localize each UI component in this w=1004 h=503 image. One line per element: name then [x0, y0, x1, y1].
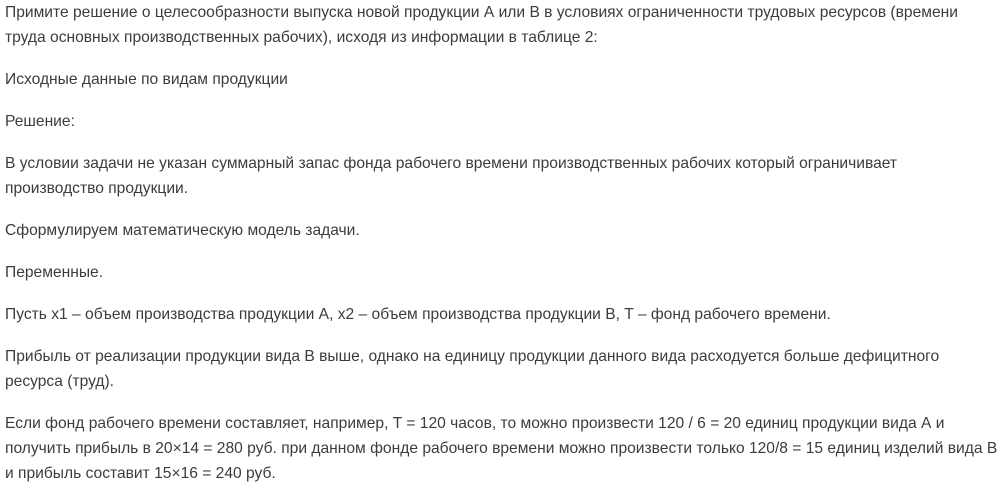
solution-heading: Решение: [5, 113, 75, 130]
profit-comparison-paragraph: Прибыль от реализации продукции вида В выше, однако на единицу продукции данного вида расходуется больше дефицитного ресурса (труд). [5, 348, 940, 390]
variables-definition-paragraph: Пусть x1 – объем производства продукции А, x2 – объем производства продукции В, T – фонд рабочего времени. [5, 306, 831, 323]
model-formulation-paragraph: Сформулируем математическую модель задачи. [5, 222, 360, 239]
calculation-example-paragraph: Если фонд рабочего времени составляет, например, T = 120 часов, то можно произвести 120 / 6 = 20 единиц продукции вида А и получить прибыль в 20×14 = 280 руб. при данном фонде рабочего времени можно произвести только 120/8 = 15 единиц изделий вида В и прибыль составит 15×16 = 240 руб. [5, 415, 998, 482]
document-body [5, 0, 999, 503]
source-data-heading: Исходные данные по видам продукции [5, 71, 288, 88]
condition-note-paragraph: В условии задачи не указан суммарный запас фонда рабочего времени производственных рабочих который ограничивает производство продукции. [5, 155, 898, 197]
task-statement-paragraph: Примите решение о целесообразности выпуска новой продукции А или В в условиях ограниченности трудовых ресурсов (времени труда основных производственных рабочих), исходя из информации в таблице 2: [5, 4, 958, 46]
variables-heading: Переменные. [5, 264, 104, 281]
